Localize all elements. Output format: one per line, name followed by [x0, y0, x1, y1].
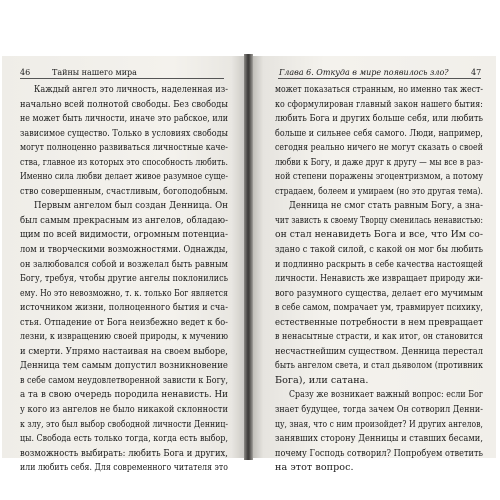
text-line: Сразу же возникает важный вопрос: если Бог	[289, 389, 483, 401]
text-line: Каждый ангел это личность, наделенная из-	[34, 84, 228, 95]
text-line: стья. Отпадение от Бога неизбежно ведет к бо-	[20, 316, 228, 328]
text-line: занявших сторону Денницы и ставших бесами,	[275, 433, 483, 445]
text-line: источником жизни, полноценного бытия и сча-	[20, 302, 228, 314]
text-line: и смерти. Упрямо настаивая на своем выборе,	[20, 345, 228, 357]
text-line: любить Бога и других больше себя, или любить	[275, 113, 483, 125]
left-running-title: Тайны нашего мира	[52, 68, 137, 77]
left-header-rule	[20, 78, 224, 79]
text-line: цу, зная, что с ним произойдет? И других ангелов,	[275, 418, 483, 430]
text-line: несчастнейшим существом. Денница перестал	[275, 345, 483, 357]
text-line: в ненасытные страсти, и как итог, он становится	[275, 331, 483, 343]
left-page-body-text	[20, 83, 228, 476]
text-line: ко сформулирован главный закон нашего бытия:	[275, 98, 483, 110]
text-line: быть ангелом света, и стал дьяволом (противник	[275, 360, 483, 372]
text-line: в себе самом неудовлетворенной зависти к Богу,	[20, 374, 228, 386]
right-running-title: Глава 6. Откуда в мире появилось зло?	[279, 68, 449, 77]
book-spine-gutter	[244, 54, 253, 460]
text-line: в себе самом, помрачает ум, травмирует психику,	[275, 302, 483, 314]
text-line: был самым прекрасным из ангелов, обладаю-	[20, 214, 228, 226]
text-line: любви к Богу, и даже друг к другу — мы все в раз-	[275, 156, 483, 168]
text-line: цы. Свобода есть только тогда, когда есть выбор,	[20, 433, 228, 445]
text-line: щим по всей видимости, огромным потенциа-	[20, 229, 228, 241]
right-header-rule	[278, 78, 481, 79]
text-line: и подлинно раскрыть в себе качества настоящей	[275, 258, 483, 270]
text-line: Денница тем самым допустил возникновение	[20, 360, 228, 372]
text-line: чит зависть к своему Творцу сменилась ненавистью:	[275, 214, 483, 226]
text-line: а та в свою очередь породила ненависть. Ни	[20, 389, 228, 401]
text-line: может показаться странным, но именно так жест-	[275, 84, 483, 95]
text-line: зависимое существо. Только в условиях свободы	[20, 127, 228, 139]
text-line: больше и сильнее себя самого. Люди, например,	[275, 127, 483, 139]
left-page-number: 46	[20, 68, 31, 77]
text-line: Именно сила любви делает живое разумное суще-	[20, 171, 228, 183]
right-page-body-text	[275, 83, 483, 476]
text-line: вого разумного существа, делает его мучимым	[275, 287, 483, 299]
text-line: к злу, это был выбор свободной личности Денниц-	[20, 418, 228, 430]
text-line: лезни, к извращению своей природы, к мучению	[20, 331, 228, 343]
text-line: он залюбовался собой и возжелал быть равным	[20, 258, 228, 270]
text-line: естественные потребности в нем превращает	[275, 316, 483, 328]
text-line: знает будущее, тогда зачем Он сотворил Денни-	[275, 404, 483, 416]
text-line: на этот вопрос.	[275, 462, 354, 474]
text-line: могут полноценно развиваться личностные каче-	[20, 142, 228, 154]
text-line: здано с такой силой, с какой он мог бы любить	[275, 244, 483, 256]
text-line: он стал ненавидеть Бога и все, что Им со-	[275, 229, 483, 241]
text-line: Денница не смог стать равным Богу, а зна-	[289, 200, 483, 212]
text-line: почему Господь сотворил? Попробуем ответить	[275, 447, 483, 459]
text-line: ство совершенным, счастливым, богоподобным.	[20, 185, 228, 197]
text-line: или любить себя. Для современного читателя это	[20, 462, 228, 474]
text-line: ства, главное из которых это способность любить.	[20, 156, 228, 168]
text-line: личности. Ненависть же извращает природу жи-	[275, 273, 483, 285]
text-line: у кого из ангелов не было никакой склонности	[20, 404, 228, 416]
right-page-number: 47	[471, 68, 482, 77]
text-line: ему. Но это невозможно, т. к. только Бог является	[20, 287, 228, 299]
text-line: начально всей полнотой свободы. Без свободы	[20, 98, 228, 110]
text-line: лом и творческими возможностями. Однажды,	[20, 244, 228, 256]
text-line: ной степени поражены эгоцентризмом, а потому	[275, 171, 483, 183]
text-line: Бога), или сатана.	[275, 374, 369, 386]
text-line: сегодня реально ничего не могут сказать о своей	[275, 142, 483, 154]
text-line: страдаем, болеем и умираем (но это другая тема).	[275, 185, 483, 197]
text-line: Первым ангелом был создан Денница. Он	[34, 200, 228, 212]
text-line: не может быть личности, иначе это рабское, или	[20, 113, 228, 125]
text-line: возможность выбирать: любить Бога и других,	[20, 447, 228, 459]
text-line: Богу, требуя, чтобы другие ангелы поклонились	[20, 273, 228, 285]
